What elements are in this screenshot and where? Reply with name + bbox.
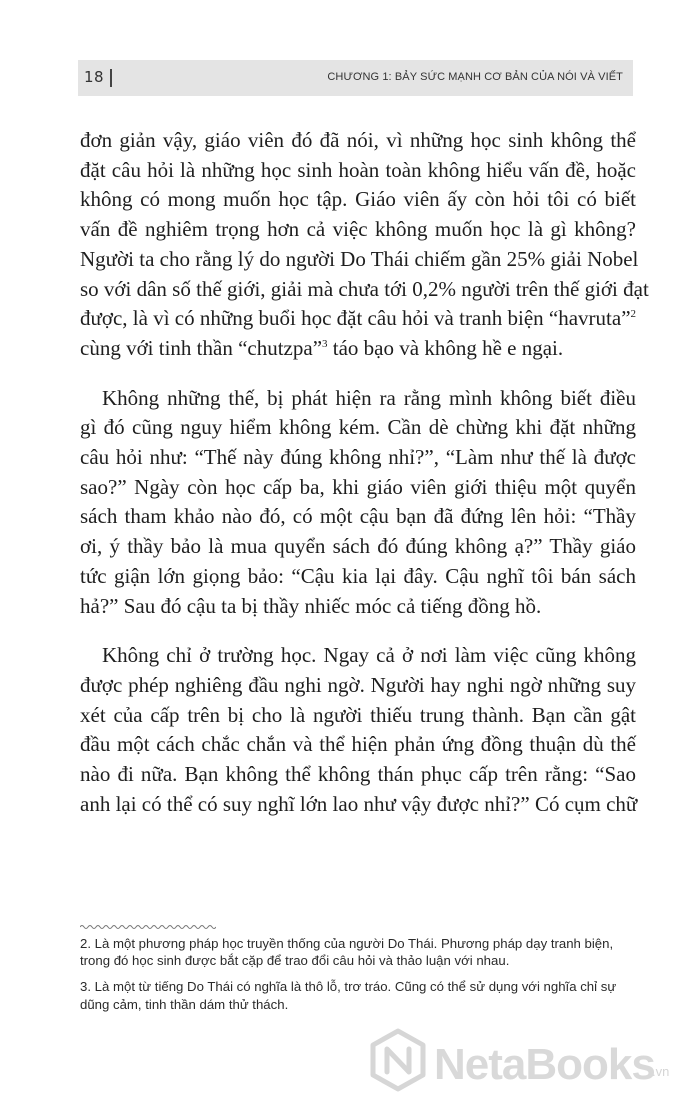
body-text (80, 126, 649, 839)
page-number: 18 (84, 68, 105, 86)
watermark-logo (366, 1028, 670, 1098)
text-line: câu hỏi như: “Thế này đúng không nhỉ?”, “Làm như thế là được (80, 445, 636, 470)
text-line: được phép nghiêng đầu nghi ngờ. Người hay nghi ngờ những suy (80, 672, 636, 697)
text-line: Người ta cho rằng lý do người Do Thái chiếm gần 25% giải Nobel (80, 246, 639, 271)
text-line: đầu một cách chắc chắn và thể hiện phản ứng đồng thuận dù thế (80, 732, 636, 757)
paragraph-3 (80, 641, 636, 819)
footnotes (80, 935, 636, 1022)
footnote-ref-2[interactable]: 2 (630, 308, 637, 321)
footnote-2: 2. Là một phương pháp học truyền thống của người Do Thái. Phương pháp dạy tranh biện, trong đó học sinh được bắt cặp để trao đổi câu hỏi và thảo luận với nhau. (80, 936, 614, 969)
text-line: gì đó cũng nguy hiểm không kém. Cần dè chừng khi đặt những (80, 415, 636, 440)
paragraph-1 (80, 126, 649, 364)
text-line: sao?” Ngày còn học cấp ba, khi giáo viên giới thiệu một quyển (80, 474, 636, 499)
footnote-3: 3. Là một từ tiếng Do Thái có nghĩa là thô lỗ, trơ tráo. Cũng có thể sử dụng với nghĩa chỉ sự dũng cảm, tinh thần dám thử thách. (80, 979, 617, 1012)
paragraph-2 (80, 384, 636, 622)
text-line: đơn giản vậy, giáo viên đó đã nói, vì những học sinh không thể (80, 128, 636, 152)
text-line: không có mong muốn học tập. Giáo viên ấy còn hỏi tôi có biết (80, 187, 636, 212)
chapter-title: CHƯƠNG 1: BẢY SỨC MẠNH CƠ BẢN CỦA NÓI VÀ VIẾT (327, 71, 623, 83)
text-line: Không chỉ ở trường học. Ngay cả ở nơi làm việc cũng không (102, 643, 636, 668)
text-line: so với dân số thế giới, giải mà chưa tới 0,2% người trên thế giới đạt (80, 276, 649, 301)
footnote-separator (80, 924, 216, 930)
text-line: tức giận lớn giọng bảo: “Cậu kia lại đây. Cậu nghĩ tôi bán sách (80, 563, 636, 588)
watermark-suffix: .vn (652, 1064, 670, 1079)
text-run: táo bạo và không hề e ngại. (327, 335, 564, 360)
header-divider (110, 69, 112, 87)
text-line: xét của cấp trên bị cho là người thiếu trung thành. Bạn cần gật (80, 702, 636, 727)
text-run: cùng với tinh thần “chutzpa” (80, 335, 323, 360)
text-line: anh lại có thể có suy nghĩ lớn lao như vậy được nhỉ?” Có cụm chữ (80, 791, 638, 816)
text-line: Không những thế, bị phát hiện ra rằng mình không biết điều (102, 385, 636, 410)
text-run: được, là vì có những buổi học đặt câu hỏi và tranh biện “havruta” (80, 306, 631, 331)
text-line: nào đi nữa. Bạn không thể không thán phục cấp trên rằng: “Sao (80, 762, 636, 787)
text-line (80, 304, 636, 334)
text-line: sách tham khảo nào đó, có một cậu bạn đã đứng lên hỏi: “Thầy (80, 504, 636, 529)
running-header (78, 60, 633, 96)
text-line (80, 334, 636, 364)
watermark-brand: NetaBooks (434, 1040, 655, 1089)
text-line: vấn đề nghiêm trọng hơn cả việc không muốn học là gì không? (80, 217, 636, 242)
text-line: ơi, ý thầy bảo là mua quyển sách đó đúng không ạ?” Thầy giáo (80, 534, 636, 559)
text-line: hả?” Sau đó cậu ta bị thầy nhiếc móc cả tiếng đồng hồ. (80, 593, 542, 618)
text-line: đặt câu hỏi là những học sinh hoàn toàn không hiểu vấn đề, hoặc (80, 157, 636, 182)
footnote-ref-3[interactable]: 3 (322, 337, 328, 350)
netabooks-logo-icon (366, 1028, 430, 1092)
